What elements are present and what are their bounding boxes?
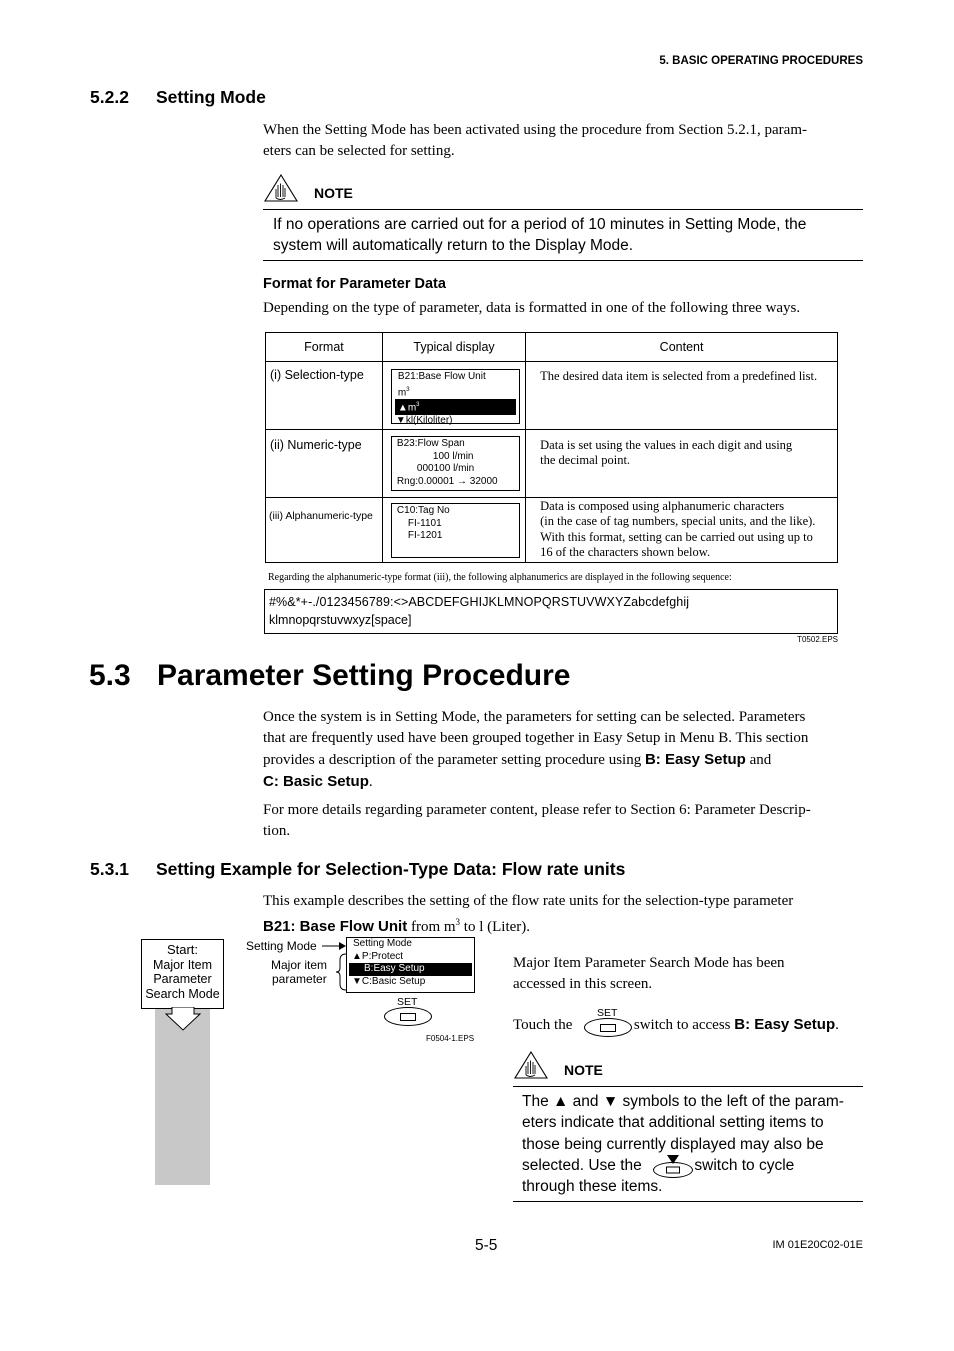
inline-set-button[interactable] (584, 1018, 632, 1037)
set-label: SET (397, 996, 418, 1008)
up-triangle-icon: ▲ (352, 950, 362, 962)
label-major-item-parameter (271, 958, 327, 986)
section-title: Setting Mode (156, 87, 266, 107)
sequence-box (264, 589, 838, 634)
content-line: Data is set using the values in each digit and using (540, 438, 793, 452)
lcd-line: ▼C:Basic Setup (352, 975, 426, 987)
lcd-setting-mode (346, 937, 475, 993)
para-line: tion. (263, 823, 291, 839)
content-cell (526, 430, 838, 498)
up-triangle-icon: ▲ (397, 402, 408, 414)
note-line: system will automatically return to the Display Mode. (273, 237, 634, 254)
arrow-right-icon: → (456, 475, 467, 487)
sequence-note: Regarding the alphanumeric-type format (iii), the following alphanumerics are displayed in the following sequence: (268, 572, 732, 583)
section-5-3-1-heading (90, 859, 626, 880)
content-line: 16 of the characters shown below. (540, 544, 711, 559)
para-line: For more details regarding parameter content, please refer to Section 6: Parameter Descrip- (263, 802, 811, 818)
sequence-line: #%&*+-./0123456789:<>ABCDEFGHIJKLMNOPQRSTUVWXYZabcdefghij (269, 595, 690, 609)
lcd-line: ▼kl(Kiloliter) (395, 414, 453, 426)
para-line: that are frequently used have been grouped together in Easy Setup in Menu B. This section (263, 730, 809, 746)
display-cell (382, 430, 525, 498)
para-line: C: Basic Setup. (263, 773, 373, 790)
note-label: NOTE (314, 185, 353, 201)
section-title: Setting Example for Selection-Type Data: Flow rate units (156, 859, 626, 879)
note-text (273, 214, 806, 256)
procedure-reference-paragraph (263, 800, 811, 842)
table-header-row (266, 333, 838, 362)
para-line: eters can be selected for setting. (263, 143, 455, 159)
touch-instruction: Touch the switch to access B: Easy Setup. (513, 1016, 839, 1033)
start-box (141, 939, 224, 1009)
inline-set-label: SET (597, 1007, 618, 1019)
note-line: those being currently displayed may also be (522, 1135, 824, 1153)
section-number: 5.3 (89, 659, 131, 692)
start-line: Search Mode (145, 986, 220, 1001)
content-line: the decimal point. (540, 453, 631, 467)
example-paragraph (263, 891, 793, 938)
lcd-line: B21:Base Flow Unit (397, 371, 486, 382)
lcd-line: B23:Flow Span (396, 438, 465, 449)
note-line: If no operations are carried out for a period of 10 minutes in Setting Mode, the (273, 216, 807, 233)
lcd-line: FI-1101 (407, 517, 442, 529)
lcd-line-selected: B:Easy Setup (349, 963, 472, 976)
down-button[interactable] (653, 1162, 693, 1178)
start-line: Parameter (153, 972, 212, 986)
table-row (266, 362, 838, 430)
page-number: 5-5 (475, 1237, 498, 1254)
document-id: IM 01E20C02-01E (772, 1239, 863, 1251)
step-line: accessed in this screen. (513, 976, 653, 992)
pointer-arrow-icon (322, 941, 346, 951)
table-code: T0502.EPS (797, 635, 838, 644)
column-header: Content (526, 333, 838, 362)
note-line: selected. Use the switch to cycle (522, 1156, 795, 1174)
lcd-display-selection (391, 369, 520, 424)
note-text (522, 1091, 844, 1197)
para-line: This example describes the setting of the flow rate units for the selection-type parameter (263, 893, 794, 909)
set-button[interactable] (384, 1007, 432, 1026)
note-bottom-rule (513, 1201, 863, 1202)
section-title: Parameter Setting Procedure (157, 659, 571, 692)
label-line: parameter (272, 972, 327, 986)
para-line: B21: Base Flow Unit from $m^3$ to l (Liter). (263, 917, 531, 935)
lcd-display-alphanumeric (391, 503, 520, 558)
running-header: 5. BASIC OPERATING PROCEDURES (659, 55, 863, 67)
step-description (513, 953, 785, 995)
label-line: Major item (271, 958, 328, 972)
note-label: NOTE (564, 1062, 603, 1078)
section-number: 5.2.2 (90, 87, 129, 107)
note-line: through these items. (522, 1178, 663, 1196)
flow-column (155, 1006, 210, 1185)
lcd-line: Rng:0.00001 → 32000 (396, 475, 498, 487)
down-triangle-icon: ▼ (395, 414, 406, 426)
up-triangle-icon: ▲ (553, 1093, 569, 1110)
content-line: The desired data item is selected from a predefined list. (540, 369, 818, 383)
format-heading: Format for Parameter Data (263, 276, 446, 292)
flow-arrow-down-icon (164, 1007, 202, 1032)
lcd-line: 100 l/min (432, 450, 474, 462)
content-line: (in the case of tag numbers, special units, and the like). (540, 514, 816, 529)
note-bottom-rule (263, 260, 863, 261)
lcd-line: FI-1201 (407, 530, 443, 541)
format-cell: (iii) Alphanumeric-type (266, 498, 383, 563)
down-triangle-icon: ▼ (602, 1093, 619, 1110)
section-5-2-2-heading (90, 87, 266, 108)
procedure-intro-paragraph (263, 707, 863, 793)
lcd-line: $m^3$ (397, 386, 410, 398)
start-line: Major Item (152, 957, 213, 972)
content-cell (526, 498, 838, 563)
content-cell (526, 362, 838, 430)
note-line: eters indicate that additional setting items to (522, 1114, 824, 1132)
content-line: Data is composed using alphanumeric characters (540, 499, 785, 513)
display-cell (382, 498, 525, 563)
format-cell: (i) Selection-type (266, 362, 383, 430)
column-header: Format (266, 333, 383, 362)
para-line: provides a description of the parameter setting procedure using B: Easy Setup and (263, 751, 772, 768)
lcd-line: Setting Mode (353, 938, 412, 949)
content-line: With this format, setting can be carried out using up to (540, 529, 813, 544)
table-row (266, 498, 838, 563)
sequence-line: klmnopqrstuvwxyz[space] (269, 613, 412, 627)
para-line: Once the system is in Setting Mode, the parameters for setting can be selected. Parameters (263, 709, 806, 725)
column-header: Typical display (382, 333, 525, 362)
hand-warning-icon (514, 1051, 548, 1079)
note-top-rule (513, 1086, 863, 1087)
note-top-rule (263, 209, 863, 210)
note-line: The ▲ and ▼ symbols to the left of the param- (522, 1093, 844, 1110)
down-triangle-icon: ▼ (352, 975, 362, 987)
format-table (265, 332, 838, 563)
lcd-line-selected: $▲m^3$ (395, 399, 516, 414)
format-intro: Depending on the type of parameter, data is formatted in one of the following three ways. (263, 300, 801, 316)
label-setting-mode: Setting Mode (246, 939, 317, 953)
lcd-line: C10:Tag No (396, 505, 450, 516)
lcd-line: 000100 l/min (416, 463, 475, 474)
lcd-line: ▲P:Protect (352, 950, 404, 962)
section-number: 5.3.1 (90, 859, 129, 879)
section-5-3-heading (89, 659, 571, 693)
lcd-display-numeric (391, 436, 520, 491)
format-cell: (ii) Numeric-type (266, 430, 383, 498)
figure-code: F0504-1.EPS (426, 1034, 475, 1043)
hand-warning-icon (264, 174, 298, 202)
start-line: Start: (166, 942, 199, 957)
setting-mode-paragraph (263, 120, 863, 162)
para-line: When the Setting Mode has been activated using the procedure from Section 5.2.1, param- (263, 122, 807, 138)
step-line: Major Item Parameter Search Mode has been (513, 955, 785, 971)
display-cell (382, 362, 525, 430)
table-row (266, 430, 838, 498)
